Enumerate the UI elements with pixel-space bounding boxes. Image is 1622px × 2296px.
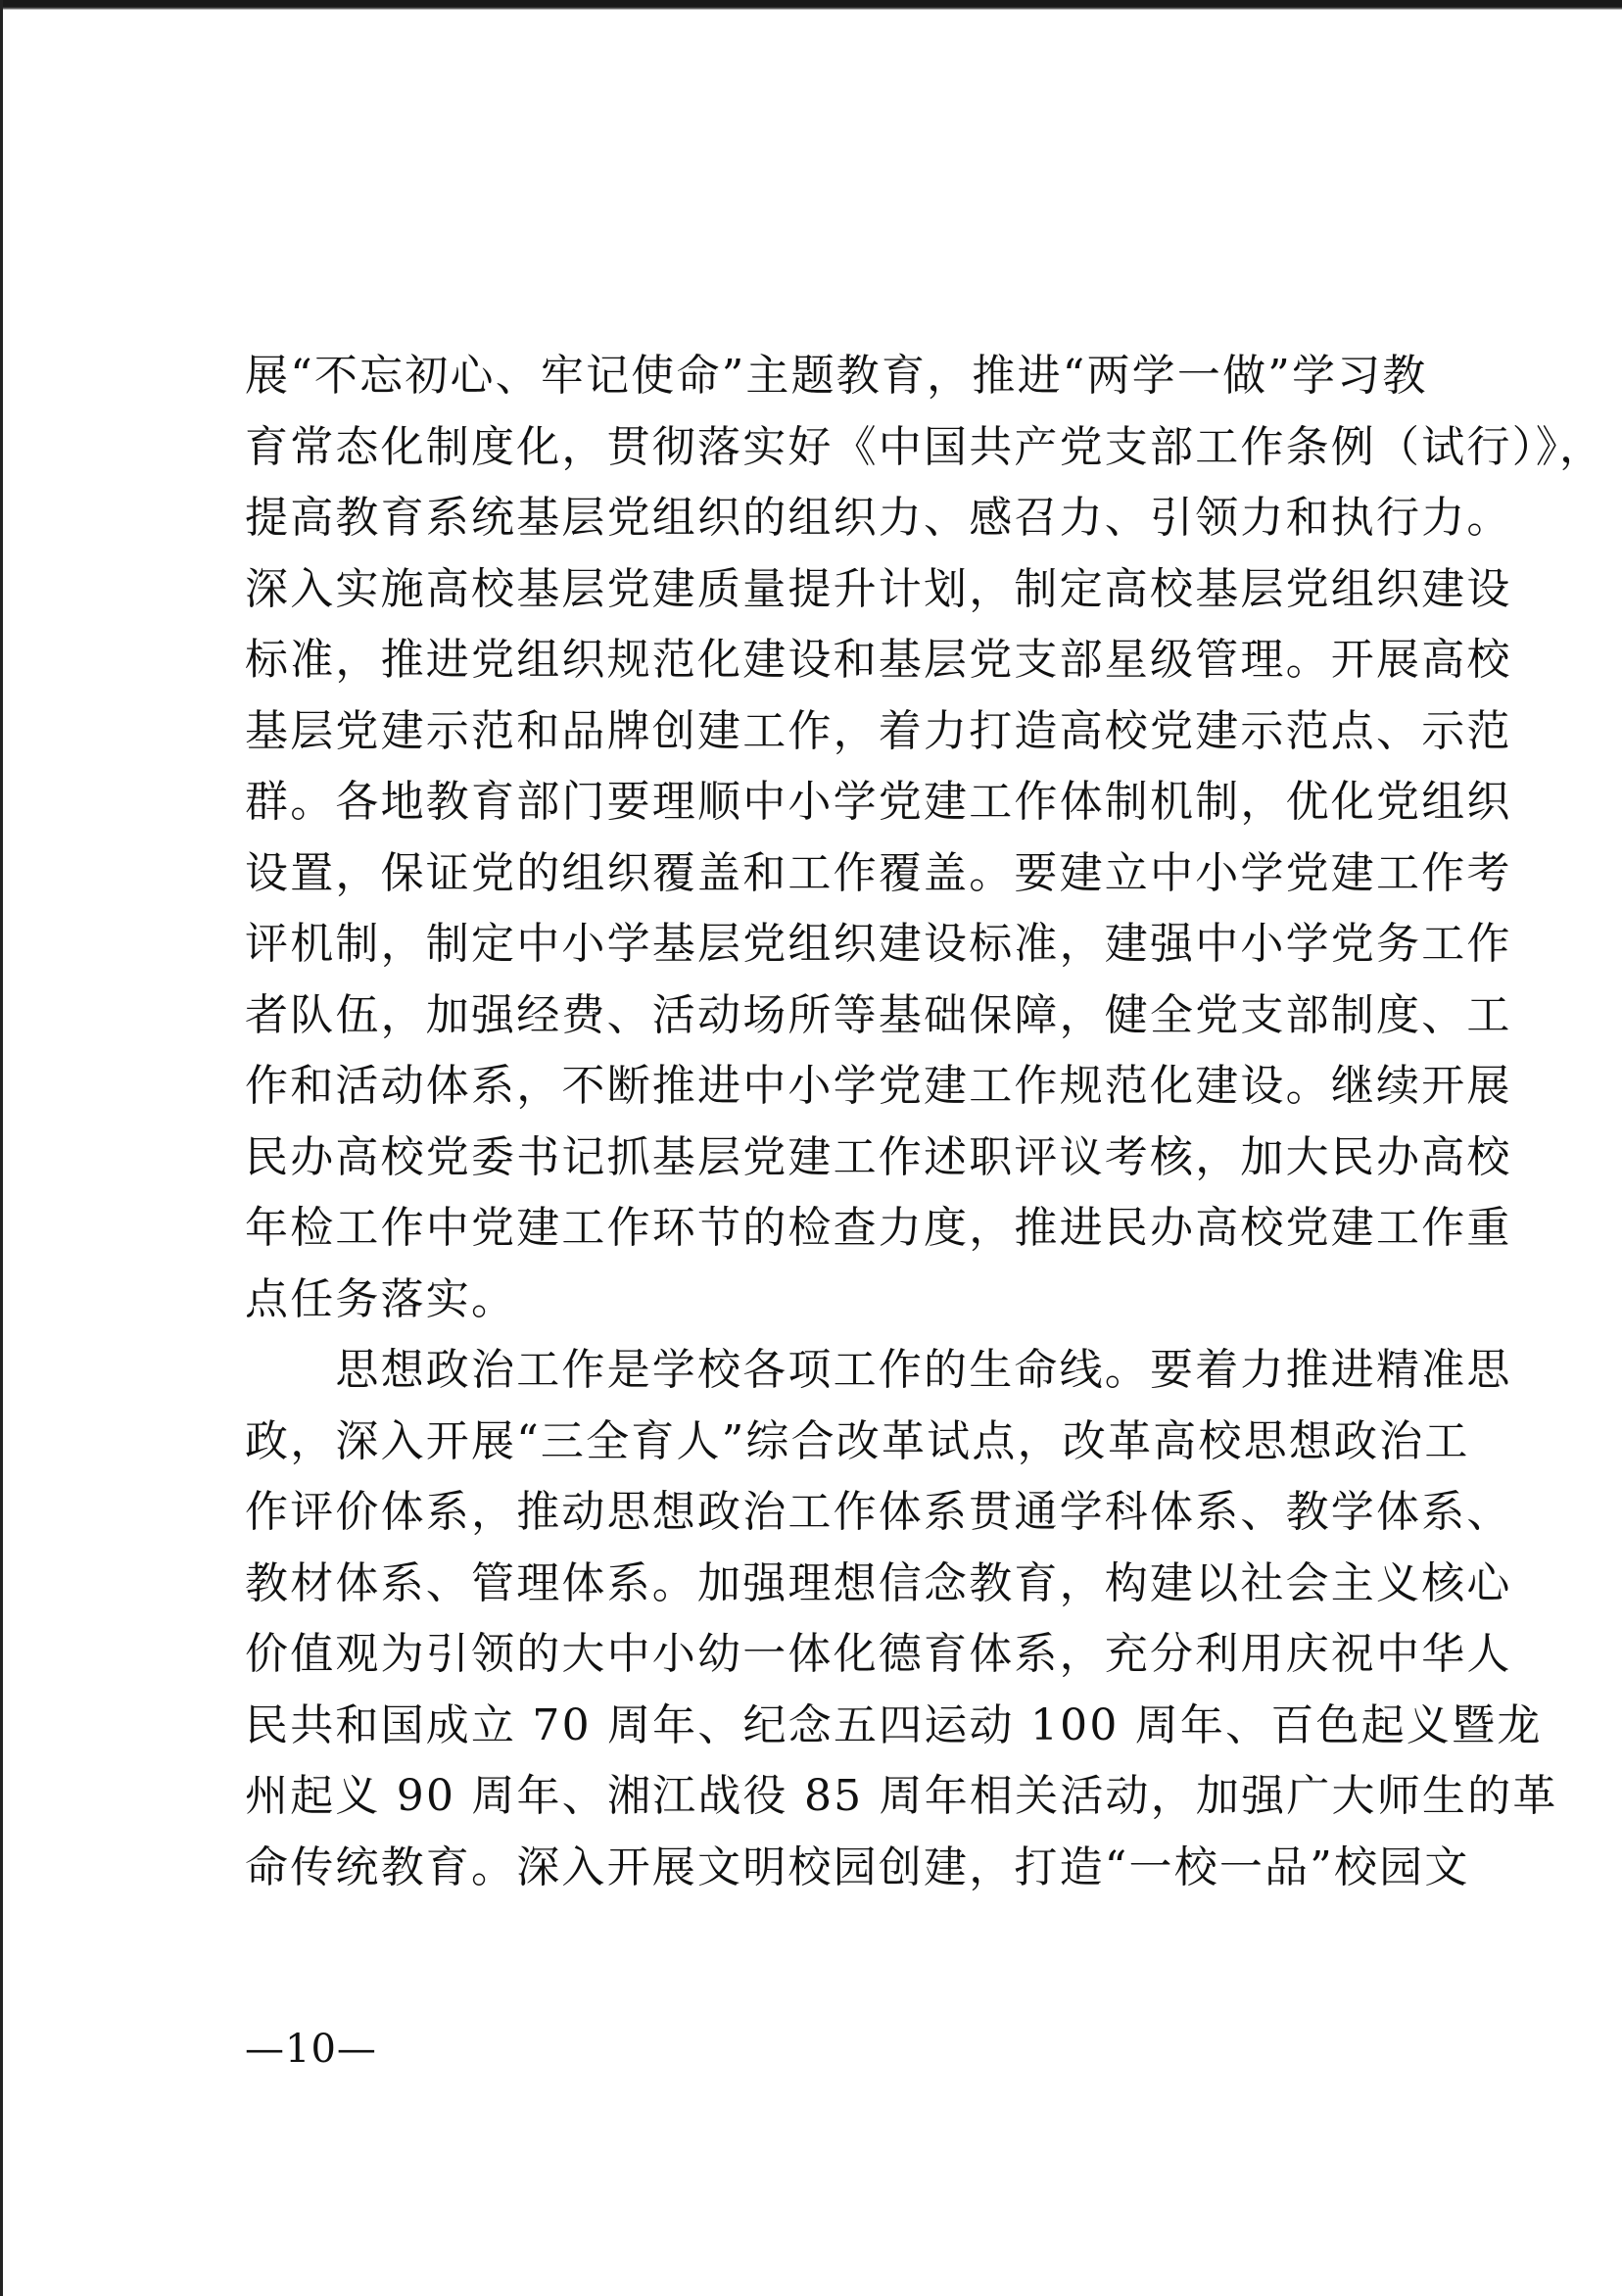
body-text <box>245 341 1605 1903</box>
text-line: 育常态化制度化，贯彻落实好《中国共产党支部工作条例（试行）》， <box>245 421 1605 472</box>
text-line: 州起义 90 周年、湘江战役 85 周年相关活动，加强广大师生的革 <box>245 1771 1558 1821</box>
text-line: 评机制，制定中小学基层党组织建设标准，建强中小学党务工作 <box>245 919 1512 969</box>
text-line: 教材体系、管理体系。加强理想信念教育，构建以社会主义核心 <box>245 1557 1512 1608</box>
text-line: 民办高校党委书记抓基层党建工作述职评议考核，加大民办高校 <box>245 1131 1512 1182</box>
text-line: 标准，推进党组织规范化建设和基层党支部星级管理。开展高校 <box>245 635 1512 685</box>
text-line: 深入实施高校基层党建质量提升计划，制定高校基层党组织建设 <box>245 563 1512 614</box>
text-line: 命传统教育。深入开展文明校园创建，打造“一校一品”校园文 <box>245 1842 1470 1892</box>
page-number: —10— <box>245 2027 377 2072</box>
text-line: 展“不忘初心、牢记使命”主题教育，推进“两学一做”学习教 <box>245 351 1428 401</box>
text-line: 点任务落实。 <box>245 1273 517 1324</box>
text-line: 年检工作中党建工作环节的检查力度，推进民办高校党建工作重 <box>245 1203 1512 1253</box>
scan-top-edge <box>0 0 1622 10</box>
text-line: 者队伍，加强经费、活动场所等基础保障，健全党支部制度、工 <box>245 989 1512 1040</box>
text-line: 群。各地教育部门要理顺中小学党建工作体制机制，优化党组织 <box>245 777 1512 827</box>
text-line: 政，深入开展“三全育人”综合改革试点，改革高校思想政治工 <box>245 1415 1470 1466</box>
text-line: 作评价体系，推动思想政治工作体系贯通学科体系、教学体系、 <box>245 1487 1512 1537</box>
text-line: 民共和国成立 70 周年、纪念五四运动 100 周年、百色起义暨龙 <box>245 1699 1543 1750</box>
text-line: 思想政治工作是学校各项工作的生命线。要着力推进精准思 <box>245 1345 1512 1395</box>
text-line: 设置，保证党的组织覆盖和工作覆盖。要建立中小学党建工作考 <box>245 847 1512 898</box>
scan-left-edge <box>0 0 3 2296</box>
text-line: 作和活动体系，不断推进中小学党建工作规范化建设。继续开展 <box>245 1061 1512 1111</box>
text-line: 提高教育系统基层党组织的组织力、感召力、引领力和执行力。 <box>245 493 1512 543</box>
text-line: 价值观为引领的大中小幼一体化德育体系，充分利用庆祝中华人 <box>245 1629 1512 1679</box>
text-line: 基层党建示范和品牌创建工作，着力打造高校党建示范点、示范 <box>245 705 1512 756</box>
